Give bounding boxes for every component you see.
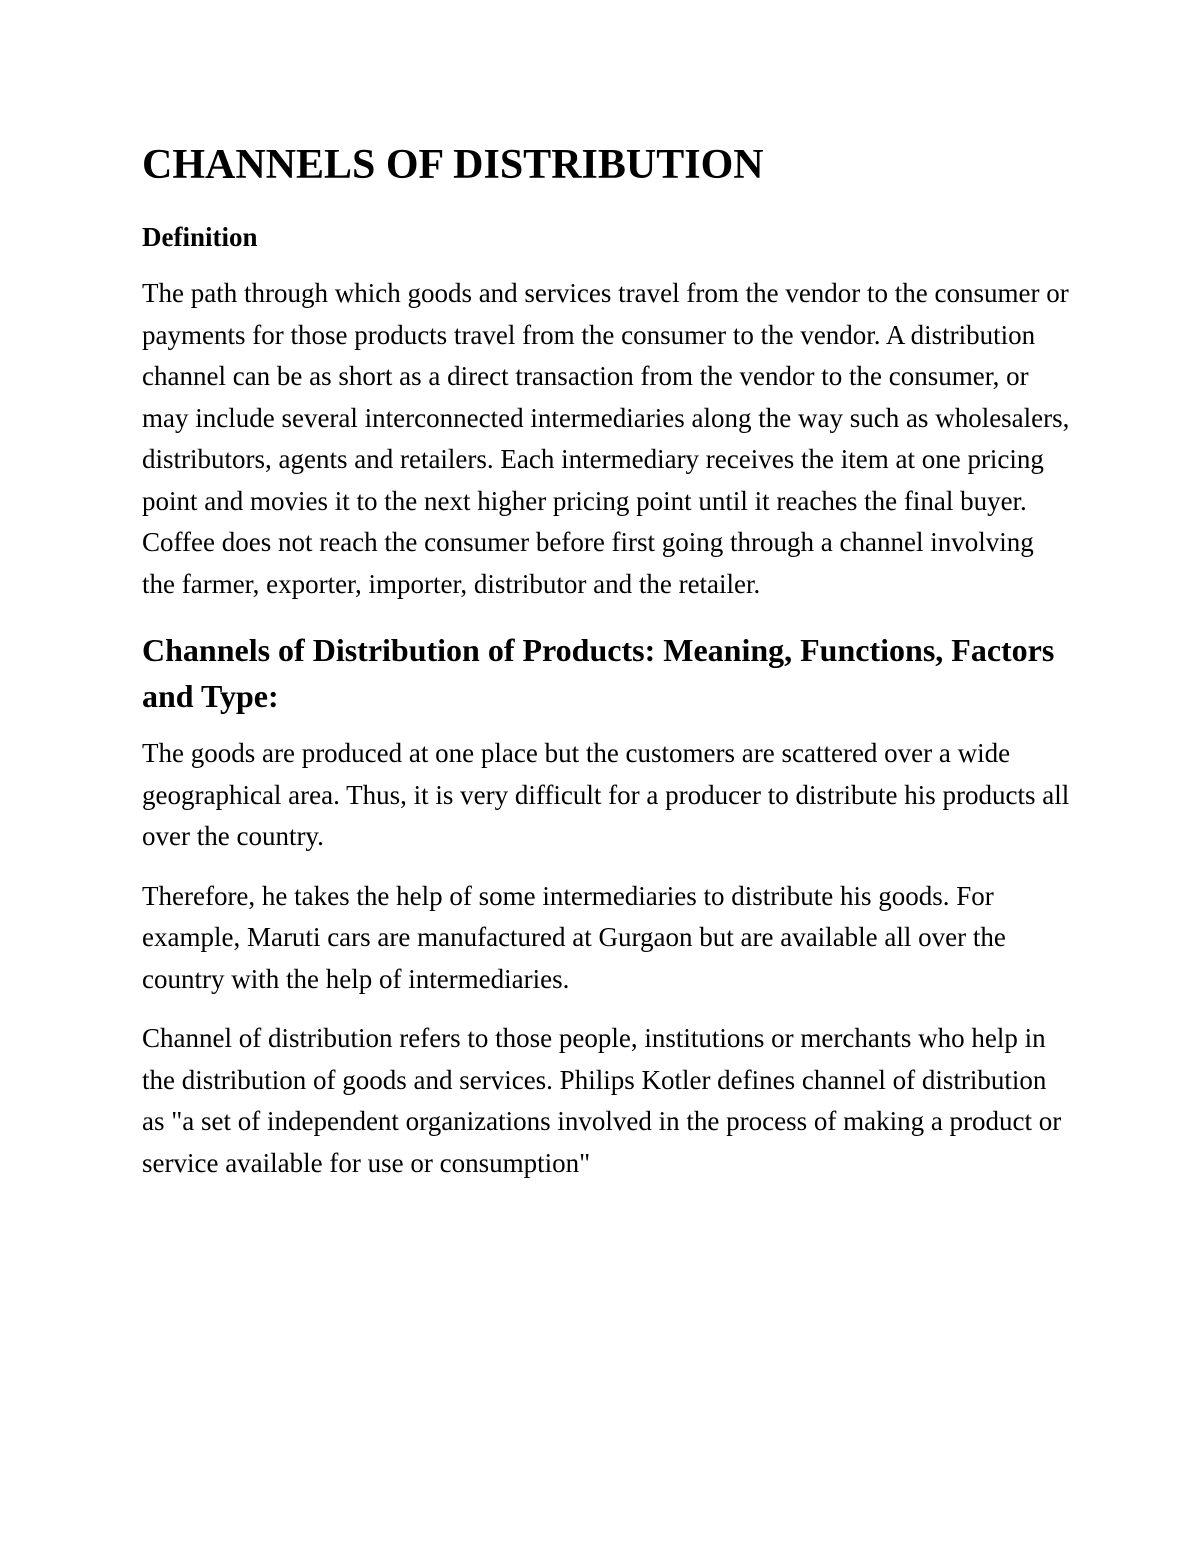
definition-paragraph: The path through which goods and services travel from the vendor to the consumer or payments for those products travel from the consumer to the vendor. A distribution channel can be as short as a direct transaction from the vendor to the consumer, or may include several interconnected intermediaries along the way such as wholesalers, distributors, agents and retailers. Each intermediary receives the item at one pricing point and movies it to the next higher pricing point until it reaches the final buyer. Coffee does not reach the consumer before first going through a channel involving the farmer, exporter, importer, distributor and the retailer. [142, 278, 1070, 599]
document-page [142, 140, 1072, 1202]
body-paragraph: Channel of distribution refers to those people, institutions or merchants who help in the distribution of goods and services. Philips Kotler defines channel of distribution as "a set of independent organizations involved in the process of making a product or service available for use or consumption" [142, 1023, 1062, 1178]
document-title: CHANNELS OF DISTRIBUTION [142, 142, 764, 188]
body-paragraph: The goods are produced at one place but the customers are scattered over a wide geographical area. Thus, it is very difficult for a producer to distribute his products all over the country. [142, 738, 1070, 852]
body-paragraph: Therefore, he takes the help of some intermediaries to distribute his goods. For example, Maruti cars are manufactured at Gurgaon but are available all over the country with the help of intermediaries. [142, 880, 1006, 994]
section-heading: Channels of Distribution of Products: Meaning, Functions, Factors and Type: [142, 632, 1055, 715]
definition-heading: Definition [142, 222, 258, 253]
